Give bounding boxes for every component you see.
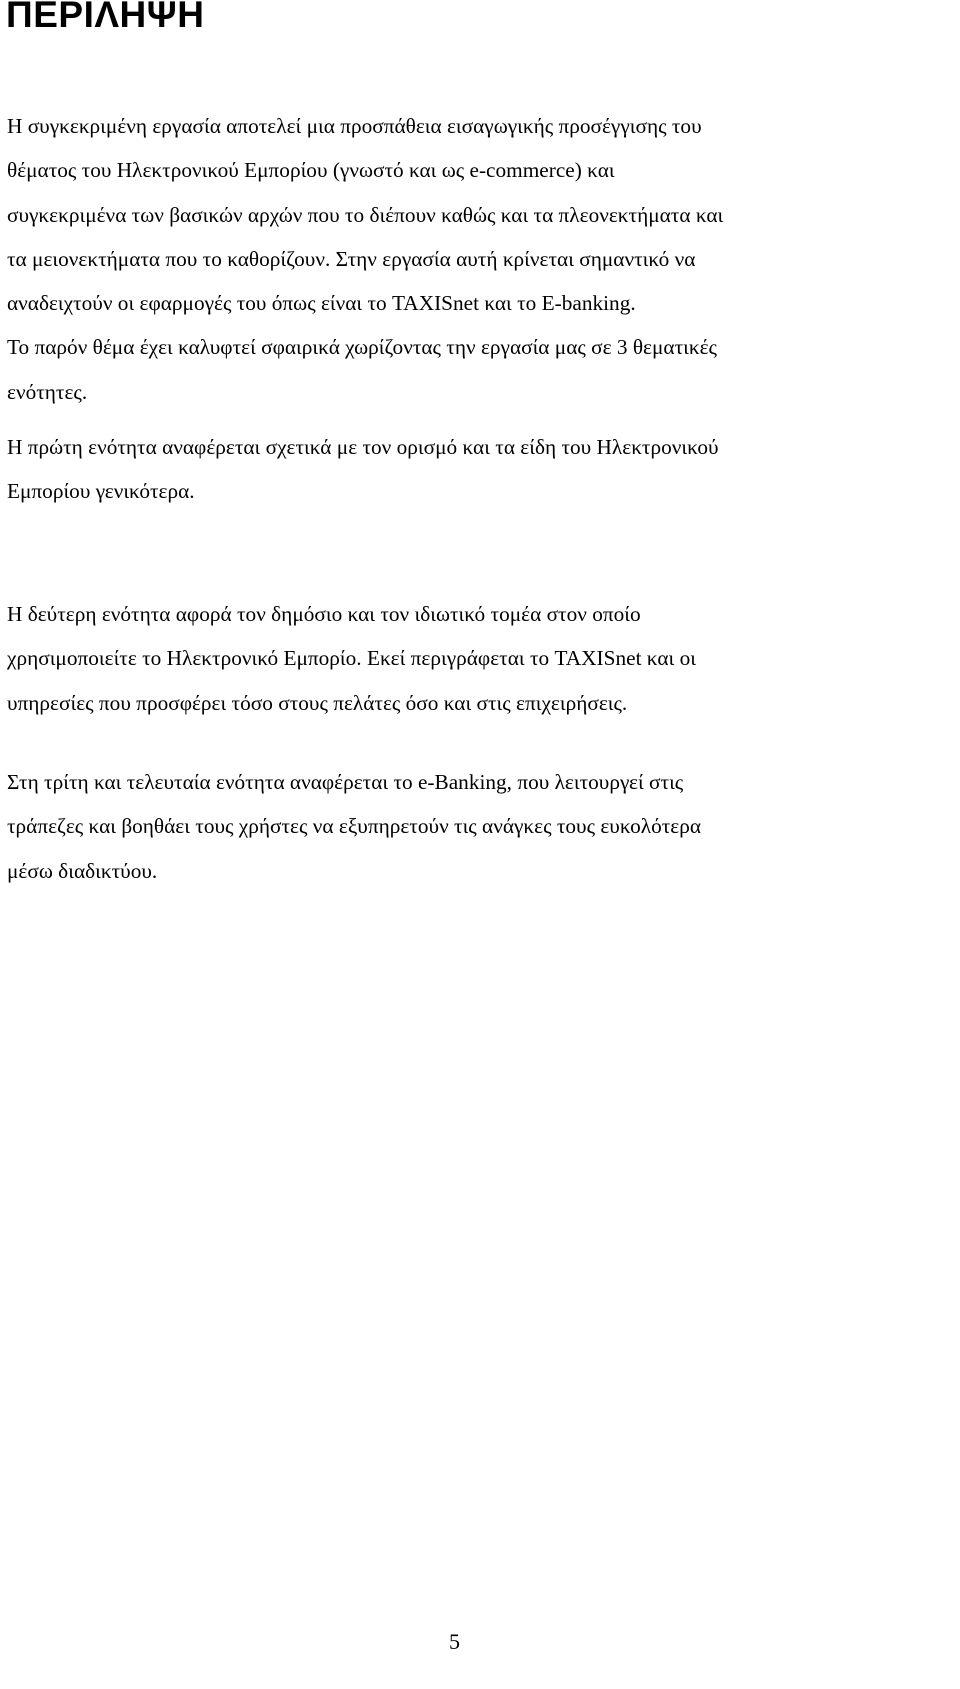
paragraph-line: ενότητες. bbox=[7, 379, 88, 404]
paragraph-line: μέσω διαδικτύου. bbox=[7, 858, 158, 883]
intro-paragraph bbox=[7, 104, 723, 414]
paragraph-line: τράπεζες και βοηθάει τους χρήστες να εξυπηρετούν τις ανάγκες τους ευκολότερα bbox=[7, 814, 702, 839]
paragraph-line: Η δεύτερη ενότητα αφορά τον δημόσιο και τον ιδιωτικό τομέα στον οποίο bbox=[7, 602, 641, 626]
section-two-paragraph bbox=[7, 592, 696, 725]
paragraph-line: χρησιμοποιείτε το Ηλεκτρονικό Εμπορίο. Εκεί περιγράφεται το TAXISnet και οι bbox=[7, 646, 696, 671]
paragraph-line: Η συγκεκριμένη εργασία αποτελεί μια προσπάθεια εισαγωγικής προσέγγισης του bbox=[7, 114, 702, 138]
paragraph-line: συγκεκριμένα των βασικών αρχών που το διέπουν καθώς και τα πλεονεκτήματα και bbox=[7, 202, 724, 227]
section-one-paragraph bbox=[7, 425, 719, 514]
section-three-paragraph bbox=[7, 760, 701, 893]
paragraph-line: Στη τρίτη και τελευταία ενότητα αναφέρεται το e-Banking, που λειτουργεί στις bbox=[7, 770, 684, 794]
paragraph-line: υπηρεσίες που προσφέρει τόσο στους πελάτες όσο και στις επιχειρήσεις. bbox=[7, 690, 628, 715]
paragraph-line: θέματος του Ηλεκτρονικού Εμπορίου (γνωστό και ως e-commerce) και bbox=[7, 158, 615, 183]
page-number: 5 bbox=[449, 1629, 460, 1654]
paragraph-line: τα μειονεκτήματα που το καθορίζουν. Στην εργασία αυτή κρίνεται σημαντικό να bbox=[7, 246, 696, 271]
paragraph-line: Εμπορίου γενικότερα. bbox=[7, 479, 195, 504]
paragraph-line: αναδειχτούν οι εφαρμογές του όπως είναι το TAXISnet και το E-banking. bbox=[7, 291, 636, 316]
page-title: ΠΕΡΙΛΗΨΗ bbox=[6, 0, 205, 35]
paragraph-line: Η πρώτη ενότητα αναφέρεται σχετικά με τον ορισμό και τα είδη του Ηλεκτρονικού bbox=[7, 435, 719, 459]
paragraph-line: Το παρόν θέμα έχει καλυφτεί σφαιρικά χωρίζοντας την εργασία μας σε 3 θεματικές bbox=[7, 335, 717, 360]
